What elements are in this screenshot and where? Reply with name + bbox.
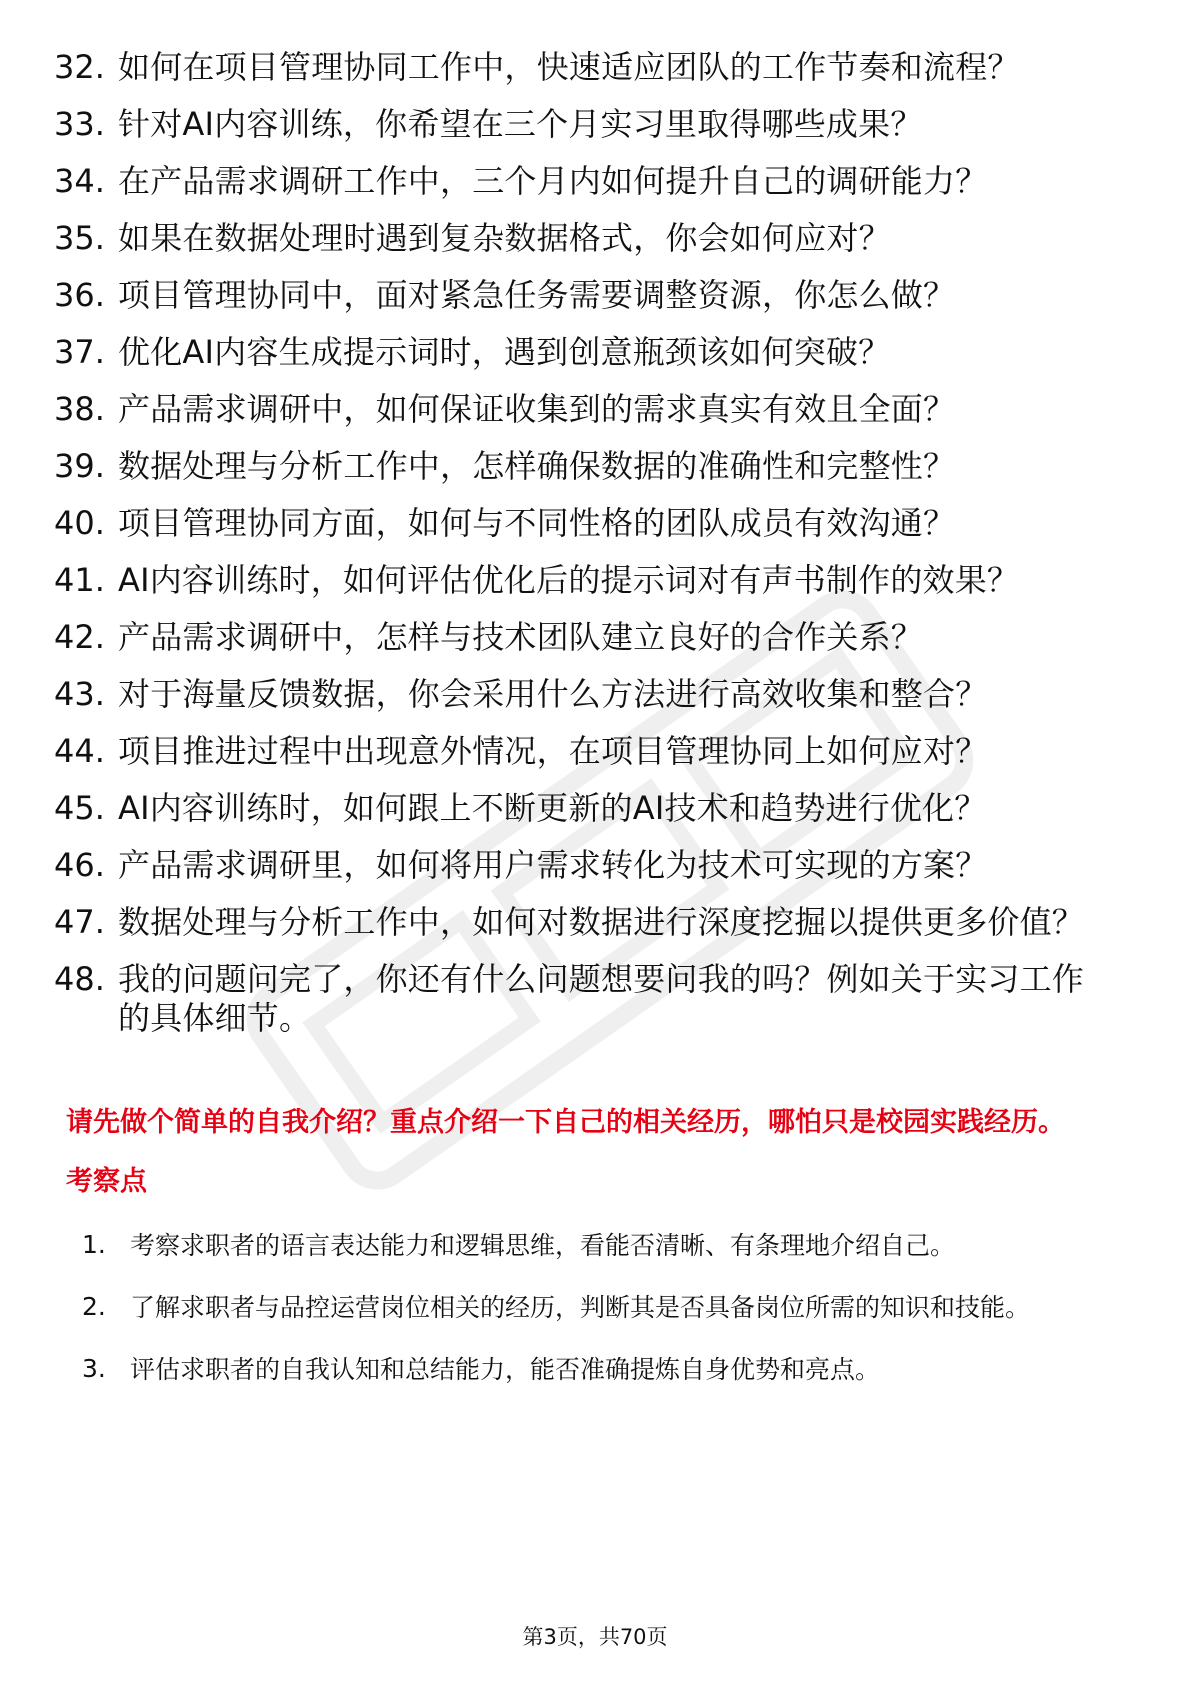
question-text: 产品需求调研中，如何保证收集到的需求真实有效且全面？ — [118, 390, 956, 428]
question-text: 数据处理与分析工作中，怎样确保数据的准确性和完整性？ — [118, 447, 956, 485]
question-number: 39. — [54, 447, 105, 485]
question-number: 38. — [54, 390, 105, 428]
question-text: 产品需求调研里，如何将用户需求转化为技术可实现的方案？ — [118, 846, 988, 884]
question-number: 35. — [54, 219, 105, 257]
question-item — [54, 561, 1114, 600]
question-text: AI内容训练时，如何评估优化后的提示词对有声书制作的效果？ — [118, 561, 1020, 599]
question-text: 如何在项目管理协同工作中，快速适应团队的工作节奏和流程？ — [118, 48, 1020, 86]
section-question-title: 请先做个简单的自我介绍？重点介绍一下自己的相关经历，哪怕只是校园实践经历。 — [66, 1107, 1065, 1138]
answer-section — [66, 1104, 1116, 1410]
assessment-point — [66, 1224, 1116, 1270]
question-number: 34. — [54, 162, 105, 200]
question-number: 47. — [54, 903, 105, 941]
question-number: 40. — [54, 504, 105, 542]
question-text: 优化AI内容生成提示词时，遇到创意瓶颈该如何突破？ — [118, 333, 891, 371]
question-text: 对于海量反馈数据，你会采用什么方法进行高效收集和整合？ — [118, 675, 988, 713]
question-list — [54, 48, 1114, 1056]
section-subtitle: 考察点 — [66, 1166, 147, 1197]
question-text: 我的问题问完了，你还有什么问题想要问我的吗？例如关于实习工作的具体细节。 — [118, 960, 1085, 1037]
question-text: AI内容训练时，如何跟上不断更新的AI技术和趋势进行优化？ — [118, 789, 987, 827]
question-text: 针对AI内容训练，你希望在三个月实习里取得哪些成果？ — [118, 105, 923, 143]
question-item — [54, 618, 1114, 657]
question-text: 项目推进过程中出现意外情况，在项目管理协同上如何应对？ — [118, 732, 988, 770]
question-item — [54, 789, 1114, 828]
question-text: 产品需求调研中，怎样与技术团队建立良好的合作关系？ — [118, 618, 924, 656]
question-number: 42. — [54, 618, 105, 656]
assessment-point-list — [66, 1224, 1116, 1394]
point-number: 3. — [82, 1354, 106, 1383]
question-number: 32. — [54, 48, 105, 86]
question-item — [54, 504, 1114, 543]
question-number: 46. — [54, 846, 105, 884]
question-item — [54, 333, 1114, 372]
point-text: 考察求职者的语言表达能力和逻辑思维，看能否清晰、有条理地介绍自己。 — [130, 1231, 956, 1260]
question-item — [54, 732, 1114, 771]
assessment-point — [66, 1286, 1116, 1332]
question-item — [54, 447, 1114, 486]
question-item — [54, 48, 1114, 87]
point-number: 2. — [82, 1292, 106, 1321]
question-text: 数据处理与分析工作中，如何对数据进行深度挖掘以提供更多价值？ — [118, 903, 1085, 941]
question-number: 45. — [54, 789, 105, 827]
question-text: 项目管理协同中，面对紧急任务需要调整资源，你怎么做？ — [118, 276, 956, 314]
assessment-point — [66, 1348, 1116, 1394]
question-item — [54, 675, 1114, 714]
page-footer: 第3页，共70页 — [522, 1625, 668, 1649]
point-number: 1. — [82, 1230, 106, 1259]
question-number: 37. — [54, 333, 105, 371]
question-number: 43. — [54, 675, 105, 713]
question-number: 44. — [54, 732, 105, 770]
question-item — [54, 162, 1114, 201]
question-text: 在产品需求调研工作中，三个月内如何提升自己的调研能力？ — [118, 162, 988, 200]
point-text: 了解求职者与品控运营岗位相关的经历，判断其是否具备岗位所需的知识和技能。 — [130, 1293, 1031, 1322]
question-item — [54, 390, 1114, 429]
question-text: 如果在数据处理时遇到复杂数据格式，你会如何应对？ — [118, 219, 891, 257]
question-number: 48. — [54, 960, 105, 998]
question-number: 33. — [54, 105, 105, 143]
question-number: 36. — [54, 276, 105, 314]
question-text: 项目管理协同方面，如何与不同性格的团队成员有效沟通？ — [118, 504, 956, 542]
question-item — [54, 276, 1114, 315]
question-item — [54, 846, 1114, 885]
question-item — [54, 219, 1114, 258]
point-text: 评估求职者的自我认知和总结能力，能否准确提炼自身优势和亮点。 — [130, 1355, 881, 1384]
question-item — [54, 105, 1114, 144]
question-item — [54, 960, 1114, 1038]
question-number: 41. — [54, 561, 105, 599]
question-item — [54, 903, 1114, 942]
